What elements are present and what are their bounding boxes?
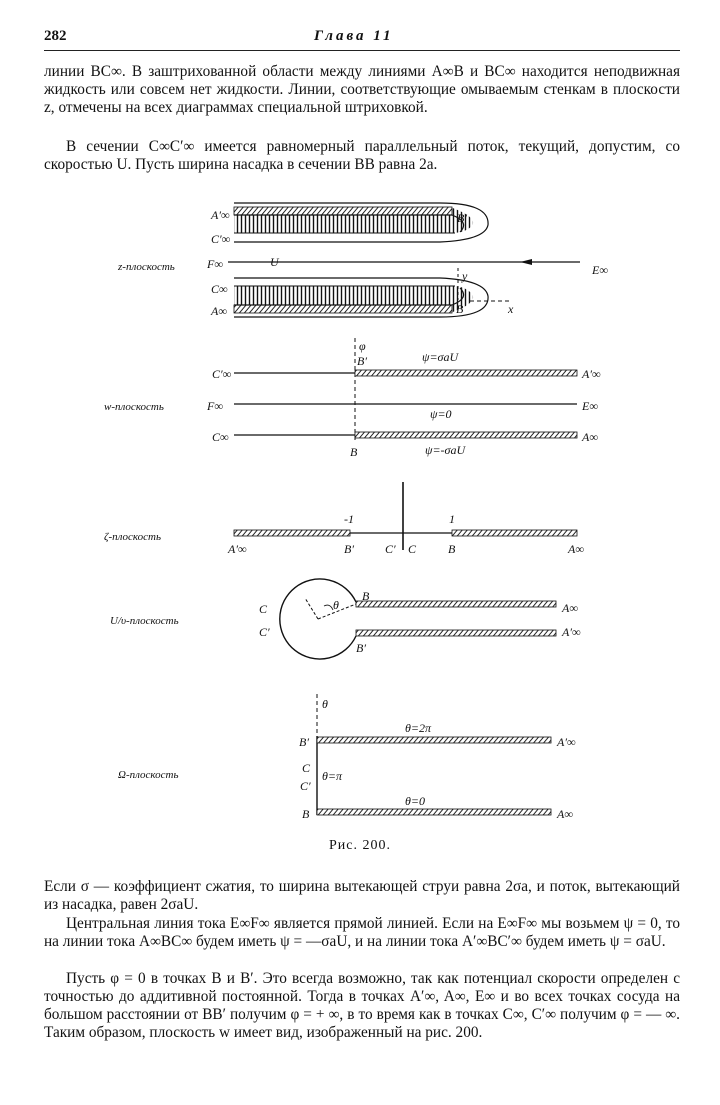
w-A-bot-label: A∞ — [582, 430, 598, 444]
paragraph-4: Центральная линия тока E∞F∞ является прямой линией. Если на E∞F∞ мы возьмем ψ = 0, то на линии тока A∞BC∞ будем иметь ψ = —σaU, и на линии тока A′∞BC′∞ будем иметь ψ = σaU. — [44, 915, 680, 950]
uv-B-prime-label: B′ — [356, 641, 366, 655]
z-B-top-label: B′ — [457, 211, 467, 225]
z-plane-title: z-плоскость — [118, 261, 175, 273]
omega-plane-title: Ω-плоскость — [118, 769, 179, 781]
zeta-A-right-label: A∞ — [568, 542, 584, 556]
uv-C-prime-label: C′ — [259, 625, 270, 639]
page-number: 282 — [44, 28, 67, 44]
w-psi-bot-label: ψ=-σaU — [425, 443, 466, 457]
w-C-top-label: C′∞ — [212, 367, 232, 381]
w-B-bot-label: B — [350, 445, 358, 459]
z-B-bot-label: B — [456, 302, 464, 316]
zeta-one-label: 1 — [449, 512, 455, 526]
omega-B-bot-label: B — [302, 807, 310, 821]
w-plane-title: w-плоскость — [104, 401, 164, 413]
omega-A-bot-label: A∞ — [557, 807, 573, 821]
omega-C-prime-label: C′ — [300, 779, 311, 793]
w-F-label: F∞ — [207, 399, 223, 413]
zeta-minus-one-label: -1 — [344, 512, 354, 526]
uv-B-label: B — [362, 589, 370, 603]
z-C-bot-label: C∞ — [211, 282, 228, 296]
w-E-label: E∞ — [582, 399, 598, 413]
omega-theta-mid-label: θ=π — [322, 769, 343, 783]
zeta-B-right-label: B — [448, 542, 456, 556]
w-C-bot-label: C∞ — [212, 430, 229, 444]
z-A-top-label: A′∞ — [211, 208, 230, 222]
omega-plane-diagram — [118, 694, 576, 821]
zeta-C-left-label: C′ — [385, 542, 396, 556]
omega-A-top-label: A′∞ — [557, 735, 576, 749]
zeta-plane-diagram — [104, 482, 584, 556]
omega-B-top-label: B′ — [299, 735, 309, 749]
z-U-label: U — [270, 255, 279, 269]
zeta-plane-title: ζ-плоскость — [104, 531, 161, 543]
zeta-C-right-label: C — [408, 542, 417, 556]
z-A-bot-label: A∞ — [211, 304, 227, 318]
paragraph-5: Пусть φ = 0 в точках B и B′. Это всегда возможно, так как потенциал скорости определен с точностью до аддитивной постоянной. Тогда в точках A′∞, A∞, E∞ и во всех точках сосуда на большом расстоянии от BB′ получим φ = + ∞, в то время как в точках C∞, C′∞ получим φ = — ∞. Таким образом, плоскость w имеет вид, изображенный на рис. 200. — [44, 970, 680, 1041]
paragraph-2: В сечении C∞C′∞ имеется равномерный параллельный поток, текущий, допустим, со скоростью U. Пусть ширина насадка в сечении BB равна 2a. — [44, 138, 680, 173]
zeta-A-left-label: A′∞ — [228, 542, 247, 556]
omega-theta-top-label: θ=2π — [405, 721, 432, 735]
uv-theta-label: θ — [333, 598, 339, 612]
w-psi-mid-label: ψ=0 — [430, 407, 452, 421]
z-F-label: F∞ — [207, 257, 223, 271]
paragraph-3: Если σ — коэффициент сжатия, то ширина вытекающей струи равна 2σa, и поток, вытекающий из насадка, равен 2σaU. — [44, 878, 680, 913]
z-plane-diagram — [117, 203, 608, 318]
uv-plane-diagram — [110, 579, 581, 659]
w-A-top-label: A′∞ — [582, 367, 601, 381]
figure-caption: Рис. 200. — [329, 838, 391, 853]
z-C-top-label: C′∞ — [211, 232, 231, 246]
zeta-B-left-label: B′ — [344, 542, 354, 556]
z-E-label: E∞ — [592, 263, 608, 277]
w-plane-diagram — [104, 338, 601, 459]
omega-C-label: C — [302, 761, 311, 775]
uv-A-label: A∞ — [562, 601, 578, 615]
w-psi-top-label: ψ=σaU — [422, 350, 459, 364]
w-B-top-label: B′ — [357, 354, 367, 368]
w-phi-label: φ — [359, 339, 366, 353]
paragraph-1: линии BC∞. В заштрихованной области между линиями A∞B и BC∞ находится неподвижная жидкость или совсем нет жидкости. Линии, соответствующие омываемым стенкам в плоскости z, отмечены на всех диаграммах специальной штриховкой. — [44, 63, 680, 116]
uv-A-prime-label: A′∞ — [562, 625, 581, 639]
omega-theta-bot-label: θ=0 — [405, 794, 425, 808]
uv-C-label: C — [259, 602, 268, 616]
omega-theta-axis-label: θ — [322, 697, 328, 711]
chapter-title: Глава 11 — [314, 28, 394, 44]
uv-plane-title: U/υ-плоскость — [110, 615, 179, 627]
z-x-axis-label: x — [508, 302, 514, 316]
z-y-axis-label: y — [462, 269, 468, 283]
